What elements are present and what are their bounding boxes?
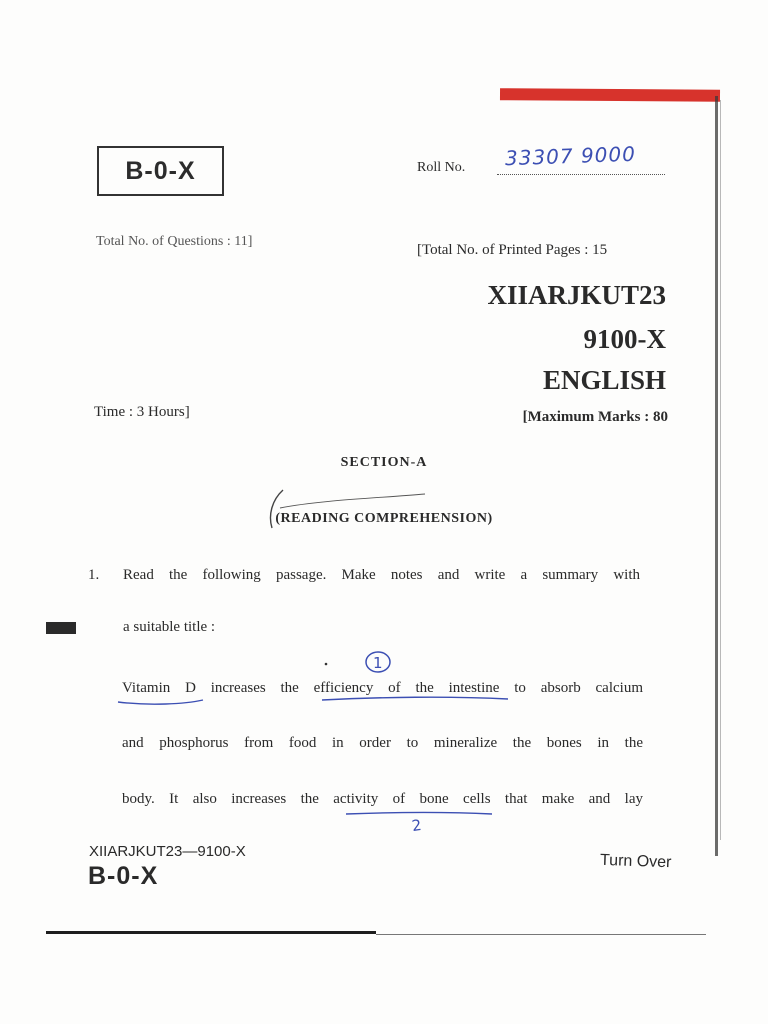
- total-questions: Total No. of Questions : 11]: [96, 234, 253, 249]
- passage-line-3: body. It also increases the activity of bone cells that make and lay: [122, 791, 643, 807]
- roll-number-handwritten: 33307 9000: [504, 141, 637, 171]
- exam-time: Time : 3 Hours]: [94, 404, 190, 420]
- footer-paper-code: XIIARJKUT23—9100-X: [89, 843, 246, 860]
- maximum-marks: [Maximum Marks : 80: [522, 409, 668, 425]
- footer-set-code: B-0-X: [88, 862, 159, 890]
- paper-set-code-box: B-0-X: [97, 146, 224, 196]
- roll-number-field: [497, 174, 665, 175]
- question-text-line-1: Read the following passage. Make notes and write a summary with: [123, 567, 640, 583]
- annotation-mark-1: 1: [373, 654, 383, 672]
- question-text-line-2: a suitable title :: [123, 619, 216, 635]
- subject-code: 9100-X: [583, 324, 666, 354]
- red-tape-strip: [500, 88, 720, 102]
- bottom-rule: [46, 931, 376, 934]
- margin-ink-mark: [46, 622, 76, 634]
- roll-number-label: Roll No.: [417, 160, 466, 175]
- page-edge: [715, 96, 718, 856]
- turn-over-label: Turn Over: [599, 851, 672, 872]
- subject-name: ENGLISH: [542, 365, 666, 395]
- total-printed-pages: [Total No. of Printed Pages : 15: [417, 242, 608, 258]
- section-subtitle: (READING COMPREHENSION): [275, 511, 493, 526]
- passage-line-2: and phosphorus from food in order to mineralize the bones in the: [122, 735, 643, 751]
- section-title: SECTION-A: [340, 455, 428, 470]
- paper-code: XIIARJKUT23: [487, 280, 666, 310]
- annotation-mark-2: 2: [410, 815, 423, 836]
- question-number: 1.: [88, 567, 100, 583]
- bottom-rule-faint: [376, 934, 706, 935]
- passage-line-1: Vitamin D increases the efficiency of the intestine to absorb calcium: [122, 680, 643, 696]
